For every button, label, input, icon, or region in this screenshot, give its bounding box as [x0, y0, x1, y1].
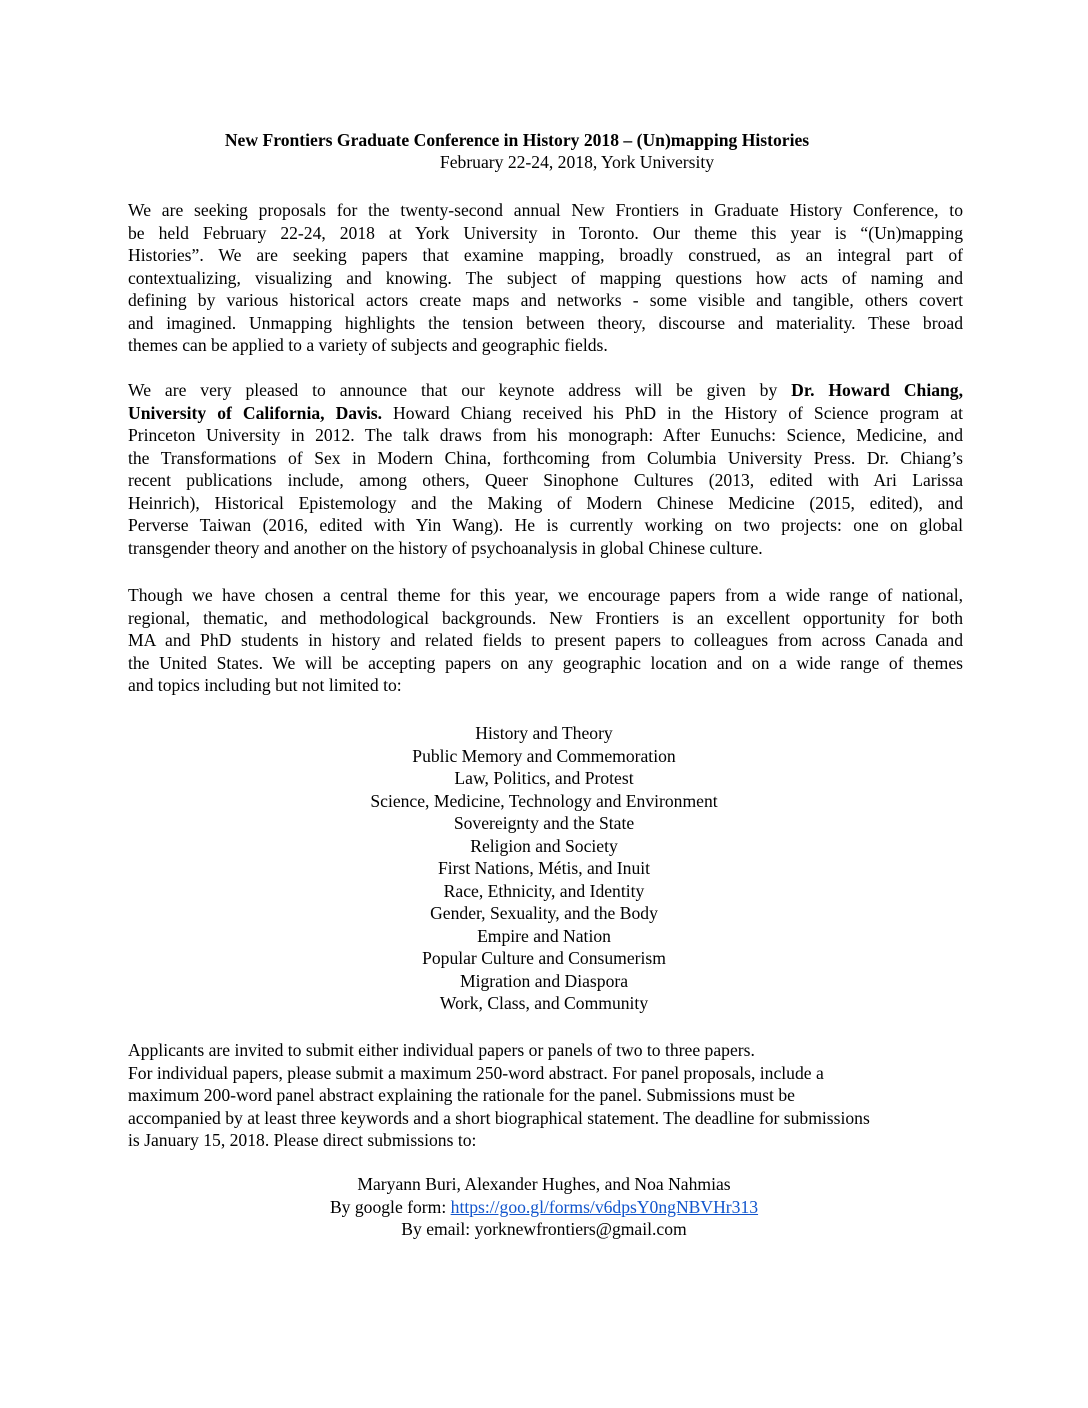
keynote-bio-text: Howard Chiang received his PhD in the History of Science program at [382, 402, 963, 423]
paragraph-line: is January 15, 2018. Please direct submissions to: [128, 1130, 477, 1150]
topic-item: Popular Culture and Consumerism [422, 948, 666, 968]
topic-item: Gender, Sexuality, and the Body [430, 903, 658, 923]
paragraph-line: themes can be applied to a variety of subjects and geographic fields. [128, 335, 608, 355]
topic-item: Migration and Diaspora [459, 970, 629, 991]
email-line: By email: yorknewfrontiers@gmail.com [401, 1219, 687, 1239]
paragraph-line: Histories”. We are seeking papers that examine mapping, broadly construed, as an integral part of [128, 245, 963, 265]
paragraph-line: contextualizing, visualizing and knowing. The subject of mapping questions how acts of naming and [128, 267, 963, 288]
topic-item: Sovereignty and the State [453, 813, 635, 833]
paragraph-line: Perverse Taiwan (2016, edited with Yin Wang). He is currently working on two projects: one on global [128, 515, 963, 535]
keynote-paragraph [128, 379, 963, 559]
paragraph-line [128, 379, 963, 402]
paragraph-line: accompanied by at least three keywords and a short biographical statement. The deadline for submissions [128, 1107, 870, 1128]
submission-paragraph [128, 1039, 963, 1152]
paragraph-line: Though we have chosen a central theme for this year, we encourage papers from a wide range of national, [128, 585, 963, 605]
paragraph-line: the Transformations of Sex in Modern China, forthcoming from Columbia University Press. Dr. Chiang’s [128, 447, 963, 468]
google-form-line [0, 1196, 1088, 1219]
paragraph-line: We are seeking proposals for the twenty-second annual New Frontiers in Graduate History Conference, to [128, 200, 963, 220]
paragraph-line: transgender theory and another on the history of psychoanalysis in global Chinese culture. [128, 537, 763, 558]
topics-list [0, 722, 1088, 1015]
topic-item: Empire and Nation [477, 925, 611, 946]
paragraph-line: Applicants are invited to submit either individual papers or panels of two to three papers. [128, 1040, 755, 1060]
topic-item: Race, Ethnicity, and Identity [443, 880, 645, 901]
keynote-speaker-name: Dr. Howard Chiang, [791, 380, 964, 400]
keynote-intro-text: We are very pleased to announce that our keynote address will be given by [128, 380, 792, 400]
topic-item: Work, Class, and Community [439, 993, 649, 1013]
paragraph-line: Heinrich), Historical Epistemology and the Making of Modern Chinese Medicine (2015, edited), and [128, 492, 963, 513]
paragraph-line [128, 402, 963, 425]
topic-item: Public Memory and Commemoration [412, 745, 676, 766]
google-form-link[interactable]: https://goo.gl/forms/v6dpsY0ngNBVHr313 [450, 1196, 759, 1217]
paragraph-line: defining by various historical actors create maps and networks - some visible and tangible, others covert [128, 290, 963, 310]
document-title: New Frontiers Graduate Conference in History 2018 – (Un)mapping Histories [224, 130, 810, 150]
paragraph-line: the United States. We will be accepting papers on any geographic location and on a wide range of themes [128, 652, 963, 673]
intro-paragraph [128, 199, 963, 357]
topic-item: First Nations, Métis, and Inuit [437, 858, 651, 878]
paragraph-line: MA and PhD students in history and related fields to present papers to colleagues from across Canada and [128, 630, 963, 650]
keynote-speaker-affiliation: University of California, Davis. [128, 402, 383, 423]
paragraph-line: and topics including but not limited to: [128, 675, 402, 695]
paragraph-line: maximum 200-word panel abstract explaining the rationale for the panel. Submissions must be [128, 1085, 795, 1105]
organizer-names: Maryann Buri, Alexander Hughes, and Noa Nahmias [357, 1174, 731, 1194]
paragraph-line: and imagined. Unmapping highlights the tension between theory, discourse and materiality. These broad [128, 312, 963, 333]
paragraph-line: For individual papers, please submit a maximum 250-word abstract. For panel proposals, include a [128, 1062, 824, 1083]
paragraph-line: Princeton University in 2012. The talk draws from his monograph: After Eunuchs: Science, Medicine, and [128, 425, 963, 445]
google-form-label: By google form: [329, 1196, 451, 1217]
topic-item: History and Theory [475, 723, 613, 743]
topic-item: Science, Medicine, Technology and Environment [370, 790, 718, 811]
contact-block [0, 1173, 1088, 1241]
paragraph-line: recent publications include, among others, Queer Sinophone Cultures (2013, edited with Ari Larissa [128, 470, 963, 490]
document-subtitle: February 22-24, 2018, York University [439, 152, 715, 172]
topic-item: Law, Politics, and Protest [454, 768, 634, 788]
themes-paragraph [128, 584, 963, 697]
topic-item: Religion and Society [470, 835, 618, 856]
paragraph-line: be held February 22-24, 2018 at York University in Toronto. Our theme this year is “(Un)mapping [128, 222, 963, 243]
paragraph-line: regional, thematic, and methodological backgrounds. New Frontiers is an excellent opportunity for both [128, 607, 963, 628]
